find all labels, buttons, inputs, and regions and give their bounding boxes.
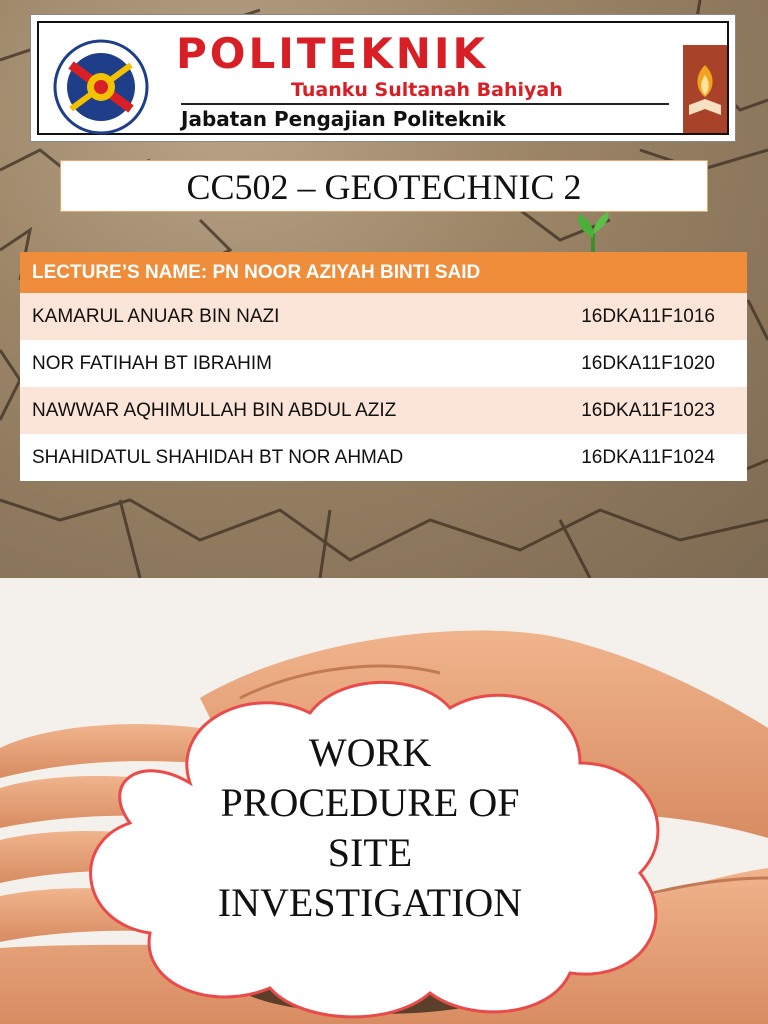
member-name: NOR FATIHAH BT IBRAHIM (32, 352, 272, 374)
crest-icon (51, 35, 151, 139)
title-line: PROCEDURE OF (220, 780, 520, 825)
member-id: 16DKA11F1024 (581, 446, 715, 468)
institution-name: POLITEKNIK (176, 29, 489, 78)
member-name: NAWWAR AQHIMULLAH BIN ABDUL AZIZ (32, 399, 397, 421)
department-name: Jabatan Pengajian Politeknik (181, 107, 506, 131)
member-id: 16DKA11F1023 (581, 399, 715, 421)
politeknik-emblem-icon (683, 45, 727, 133)
title-line: WORK (308, 730, 432, 775)
table-row (20, 434, 747, 481)
course-title: CC502 – GEOTECHNIC 2 (60, 160, 708, 212)
lecturer-name: LECTURE’S NAME: PN NOOR AZIYAH BINTI SAID (32, 261, 481, 283)
member-id: 16DKA11F1016 (581, 305, 715, 327)
member-id: 16DKA11F1020 (581, 352, 715, 374)
group-roster-table (20, 252, 747, 481)
institution-logo-banner (30, 14, 736, 142)
presentation-title (170, 728, 570, 928)
institution-subtitle: Tuanku Sultanah Bahiyah (291, 79, 563, 101)
table-row (20, 387, 747, 434)
lecturer-row (20, 252, 747, 293)
title-line: SITE (327, 830, 413, 875)
table-row (20, 293, 747, 340)
cover-slide (0, 578, 768, 1024)
table-row (20, 340, 747, 387)
member-name: SHAHIDATUL SHAHIDAH BT NOR AHMAD (32, 446, 404, 468)
logo-divider (181, 103, 669, 105)
member-name: KAMARUL ANUAR BIN NAZI (32, 305, 280, 327)
title-line: INVESTIGATION (217, 880, 523, 925)
